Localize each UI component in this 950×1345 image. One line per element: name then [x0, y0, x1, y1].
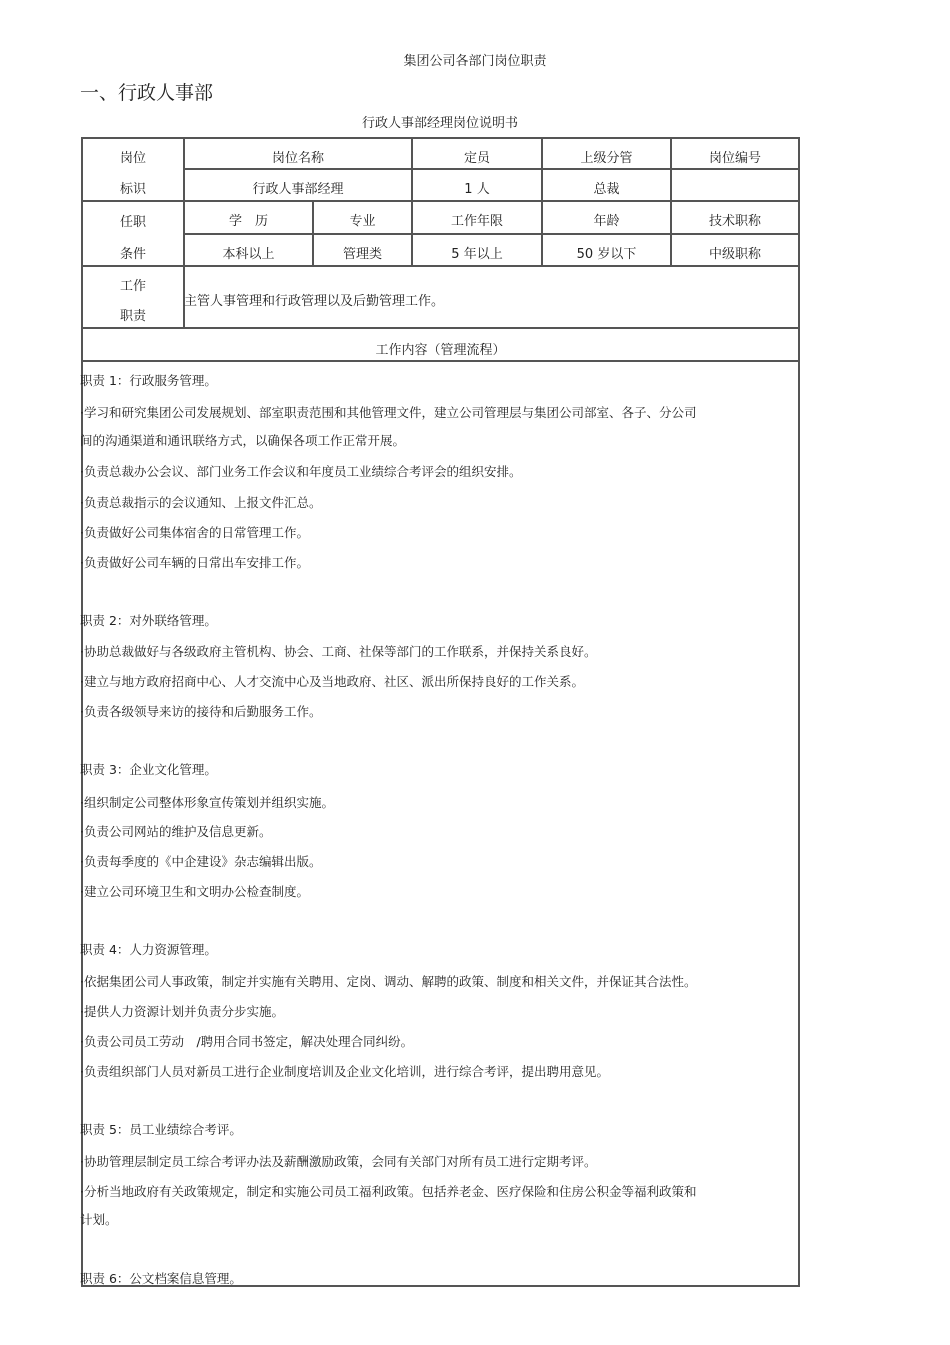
- table-rule: [183, 233, 800, 235]
- requirement-label-line2: 条件: [119, 247, 146, 262]
- major-value: 管理类: [342, 247, 382, 262]
- post-label-line2: 标识: [119, 182, 146, 197]
- content-line: ·负责各级领导来访的接待和后勤服务工作。: [80, 704, 322, 719]
- supervisor-header: 上级分管: [580, 151, 633, 166]
- duty-heading: 职责 4：人力资源管理。: [80, 942, 217, 957]
- table-rule: [81, 200, 800, 202]
- age-value: 50 岁以下: [576, 247, 637, 262]
- age-header: 年龄: [593, 214, 620, 229]
- content-line: ·提供人力资源计划并负责分步实施。: [80, 1004, 284, 1019]
- post-code-header: 岗位编号: [708, 151, 761, 166]
- duty-heading: 职责 3：企业文化管理。: [80, 762, 217, 777]
- content-line: ·组织制定公司整体形象宣传策划并组织实施。: [80, 795, 334, 810]
- table-rule: [798, 137, 800, 1287]
- headcount-header: 定员: [463, 151, 490, 166]
- content-line: ·分析当地政府有关政策规定，制定和实施公司员工福利政策。包括养老金、医疗保险和住房公积金等福利政策和: [80, 1184, 697, 1199]
- section-heading: 一、行政人事部: [80, 82, 214, 104]
- duty-heading: 职责 5：员工业绩综合考评。: [80, 1122, 242, 1137]
- process-header: 工作内容（管理流程）: [375, 343, 506, 358]
- duty-label-line2: 职责: [119, 309, 146, 324]
- title-value: 中级职称: [708, 247, 761, 262]
- post-name-value: 行政人事部经理: [252, 182, 344, 197]
- content-line: ·负责公司员工劳动 /聘用合同书签定，解决处理合同纠纷。: [80, 1034, 414, 1049]
- years-header: 工作年限: [450, 214, 503, 229]
- education-header: 学 历: [228, 214, 268, 229]
- duty-label-line1: 工作: [119, 279, 146, 294]
- duty-heading: 职责 2：对外联络管理。: [80, 613, 217, 628]
- content-line: ·依据集团公司人事政策，制定并实施有关聘用、定岗、调动、解聘的政策、制度和相关文件，并保证其合法性。: [80, 974, 697, 989]
- content-line: ·建立与地方政府招商中心、人才交流中心及当地政府、社区、派出所保持良好的工作关系。: [80, 674, 584, 689]
- content-line: 计划。: [80, 1212, 118, 1227]
- post-label-line1: 岗位: [119, 151, 146, 166]
- content-line: ·协助管理层制定员工综合考评办法及薪酬激励政策，会同有关部门对所有员工进行定期考评。: [80, 1154, 597, 1169]
- content-line: 间的沟通渠道和通讯联络方式，以确保各项工作正常开展。: [80, 433, 406, 448]
- document-title: 集团公司各部门岗位职责: [403, 54, 547, 69]
- headcount-value: 1 人: [464, 182, 490, 197]
- content-line: ·协助总裁做好与各级政府主管机构、协会、工商、社保等部门的工作联系，并保持关系良好。: [80, 644, 597, 659]
- supervisor-value: 总裁: [593, 182, 620, 197]
- table-rule: [81, 265, 800, 267]
- major-header: 专业: [349, 214, 376, 229]
- years-value: 5 年以上: [451, 247, 503, 262]
- content-line: ·负责组织部门人员对新员工进行企业制度培训及企业文化培训，进行综合考评，提出聘用意见。: [80, 1064, 609, 1079]
- table-rule: [81, 137, 800, 139]
- content-line: ·学习和研究集团公司发展规划、部室职责范围和其他管理文件，建立公司管理层与集团公司部室、各子、分公司: [80, 405, 697, 420]
- content-line: ·负责总裁办公会议、部门业务工作会议和年度员工业绩综合考评会的组织安排。: [80, 464, 522, 479]
- requirement-label-line1: 任职: [119, 215, 146, 230]
- content-line: ·负责做好公司车辆的日常出车安排工作。: [80, 555, 309, 570]
- post-name-header: 岗位名称: [271, 151, 324, 166]
- content-line: ·负责每季度的《中企建设》杂志编辑出版。: [80, 854, 322, 869]
- content-line: ·负责总裁指示的会议通知、上报文件汇总。: [80, 495, 322, 510]
- duty-heading: 职责 6：公文档案信息管理。: [80, 1271, 242, 1286]
- title-header: 技术职称: [708, 214, 761, 229]
- table-rule: [183, 168, 800, 170]
- table-caption: 行政人事部经理岗位说明书: [361, 116, 518, 131]
- duty-heading: 职责 1：行政服务管理。: [80, 373, 217, 388]
- table-rule: [81, 360, 800, 362]
- education-value: 本科以上: [222, 247, 275, 262]
- content-line: ·建立公司环境卫生和文明办公检查制度。: [80, 884, 309, 899]
- table-rule: [81, 327, 800, 329]
- content-line: ·负责做好公司集体宿舍的日常管理工作。: [80, 525, 309, 540]
- content-line: ·负责公司网站的维护及信息更新。: [80, 824, 272, 839]
- duty-summary: 主管人事管理和行政管理以及后勤管理工作。: [184, 294, 445, 309]
